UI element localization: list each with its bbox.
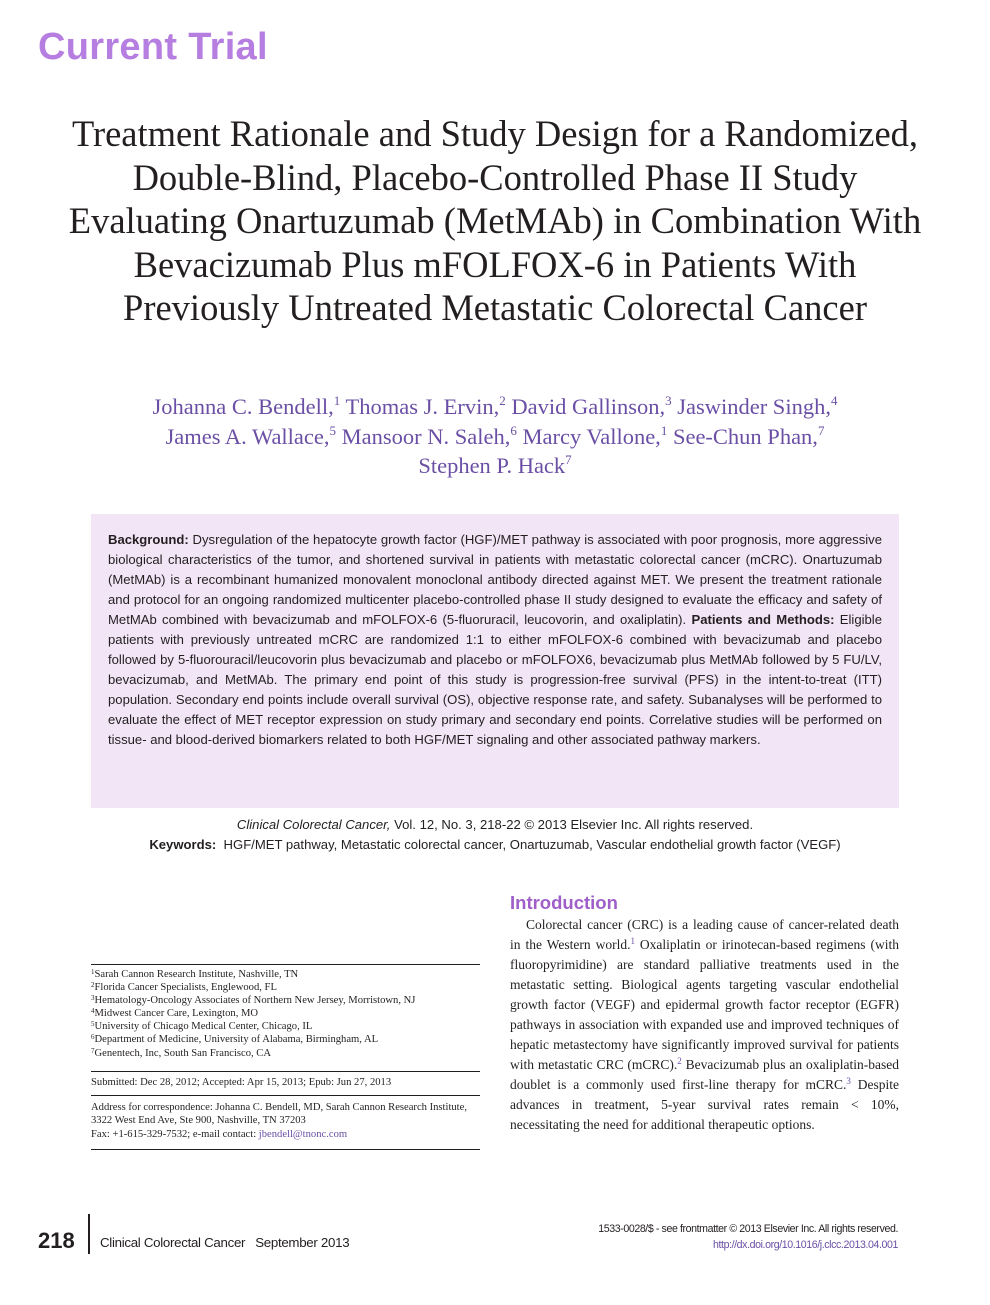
- abstract-background-text: Dysregulation of the hepatocyte growth factor (HGF)/MET pathway is associated with poor prognosis, more aggressive biological characteristics of the tumor, and shortened survival in patients with metastatic colorectal cancer (mCRC). Onartuzumab (MetMAb) is a recombinant humanized monovalent monoclonal antibody directed against MET. We present the treatment rationale and protocol for an ongoing randomized multicenter placebo-controlled phase II study designed to evaluate the efficacy and safety of MetMAb combined with bevacizumab and mFOLFOX-6 (5-fluoruracil, leucovorin, and oxaliplatin).: [108, 532, 882, 627]
- footnote-divider: [91, 1149, 480, 1150]
- reference-link[interactable]: 1: [630, 936, 635, 946]
- affiliation-item: $^2$Florida Cancer Specialists, Englewood, FL: [91, 981, 277, 994]
- doi-link[interactable]: http://dx.doi.org/10.1016/j.clcc.2013.04.001: [712, 1239, 898, 1251]
- article-title: Treatment Rationale and Study Design for a Randomized, Double-Blind, Placebo-Controlled Phase II Study Evaluating Onartuzumab (MetMAb) in Combination With Bevacizumab Plus mFOLFOX-6 in Patients With Previously Untreated Metastatic Colorectal Cancer: [68, 113, 922, 328]
- footnote-divider: [91, 964, 480, 965]
- footer-journal-name: Clinical Colorectal Cancer: [100, 1235, 246, 1250]
- affiliation-marker: 7: [817, 422, 825, 438]
- affiliation-marker: 7: [565, 452, 572, 467]
- abstract-box: [91, 514, 899, 808]
- affiliation-marker: 6: [510, 422, 517, 438]
- keywords-line: [60, 837, 930, 852]
- author[interactable]: Stephen P. Hack: [418, 453, 566, 478]
- abstract-methods-text: Eligible patients with previously untreated mCRC are randomized 1:1 to either mFOLFOX-6 combined with bevacizumab and placebo followed by 5-fluorouracil/leucovorin plus bevacizumab and placebo or mFOLFOX6, bevacizumab plus MetMAb followed by 5 FU/LV, bevacizumab, and MetMAb. The primary end point of this study is progression-free survival (PFS) in the intent-to-treat (ITT) population. Secondary end points include overall survival (OS), objective response rate, and safety. Subanalyses will be performed to evaluate the effect of MET receptor expression on study primary and secondary end points. Correlative studies will be performed on tissue- and blood-derived biomarkers related to both HGF/MET signaling and other associated pathway markers.: [108, 612, 882, 747]
- author[interactable]: Thomas J. Ervin,: [345, 394, 500, 419]
- affiliation-item: $^5$University of Chicago Medical Center, Chicago, IL: [91, 1020, 313, 1033]
- author[interactable]: James A. Wallace,: [165, 423, 330, 449]
- footer-issn: 1533-0028/$ - see frontmatter © 2013 Elsevier Inc. All rights reserved.: [598, 1223, 898, 1235]
- correspondence: [91, 1101, 480, 1141]
- email-link[interactable]: jbendell@tnonc.com: [258, 1128, 348, 1140]
- citation-line: [60, 817, 930, 832]
- intro-text: Colorectal cancer (CRC) is a leading cause of cancer-related death in the Western world.: [510, 917, 899, 952]
- keywords-text: HGF/MET pathway, Metastatic colorectal cancer, Onartuzumab, Vascular endothelial growth factor (VEGF): [223, 837, 841, 852]
- affiliation-marker: 1: [333, 393, 341, 408]
- submission-dates: Submitted: Dec 28, 2012; Accepted: Apr 15, 2013; Epub: Jun 27, 2013: [91, 1077, 392, 1088]
- author[interactable]: David Gallinson,: [511, 394, 666, 419]
- affiliation-marker: 1: [660, 422, 668, 438]
- citation-journal: Clinical Colorectal Cancer,: [236, 817, 391, 832]
- footnote-divider: [91, 1095, 480, 1096]
- introduction-paragraph: [510, 915, 899, 1135]
- reference-link[interactable]: 2: [677, 1056, 682, 1066]
- intro-text: Bevacizumab plus an oxaliplatin-based doublet is a commonly used first-line therapy for mCRC.: [510, 1057, 899, 1092]
- introduction-body: [510, 915, 899, 1135]
- correspondence-address: Address for correspondence: Johanna C. Bendell, MD, Sarah Cannon Research Institute, 3322 West End Ave, Ste 900, Nashville, TN 37203: [91, 1102, 467, 1127]
- affiliation-item: $^4$Midwest Cancer Care, Lexington, MO: [91, 1007, 259, 1020]
- footnote-divider: [91, 1071, 480, 1072]
- affiliation-item: $^3$Hematology-Oncology Associates of Northern New Jersey, Morristown, NJ: [91, 994, 416, 1007]
- footer-divider: [88, 1214, 90, 1254]
- affiliation-marker: 3: [665, 393, 672, 408]
- author[interactable]: See-Chun Phan,: [672, 423, 818, 449]
- footer-date: September 2013: [255, 1235, 350, 1250]
- abstract-methods-label: Patients and Methods:: [691, 612, 835, 627]
- author[interactable]: Marcy Vallone,: [522, 423, 661, 449]
- correspondence-contact: Fax: +1-615-329-7532; e-mail contact:: [91, 1128, 257, 1140]
- affiliation-item: $^7$Genentech, Inc, South San Francisco, CA: [91, 1046, 272, 1059]
- affiliation-marker: 2: [499, 393, 506, 408]
- reference-link[interactable]: 3: [846, 1076, 851, 1086]
- affiliation-item: $^1$Sarah Cannon Research Institute, Nashville, TN: [91, 968, 299, 980]
- affiliation-marker: 5: [329, 422, 337, 438]
- author[interactable]: Jaswinder Singh,: [677, 394, 831, 419]
- author[interactable]: Mansoor N. Saleh,: [341, 423, 511, 449]
- footer-copyright: [478, 1221, 898, 1253]
- introduction-heading: Introduction: [510, 892, 618, 913]
- author-list: [80, 392, 910, 481]
- intro-text: Despite advances in treatment, 5-year survival rates remain < 10%, necessitating the need for additional therapeutic options.: [510, 1077, 899, 1132]
- page-number: 218: [38, 1228, 75, 1253]
- keywords-label: Keywords:: [149, 837, 217, 852]
- affiliation-marker: 4: [830, 393, 838, 408]
- abstract-background-label: Background:: [108, 532, 189, 547]
- intro-text: Oxaliplatin or irinotecan-based regimens (with fluoropyrimidine) are standard palliative treatments used in the metastatic setting. Biological agents targeting vascular endothelial growth factor (VEGF) and epidermal growth factor receptor (EGFR) pathways in association with expanded use and improved techniques of hepatic metastectomy have significantly improved survival for patients with metastatic CRC (mCRC).: [510, 937, 900, 1072]
- section-label: Current Trial: [38, 26, 268, 68]
- affiliations-list: [91, 968, 491, 1060]
- footer-journal: [100, 1235, 349, 1250]
- affiliation-item: $^6$Department of Medicine, University of Alabama, Birmingham, AL: [91, 1033, 379, 1046]
- author[interactable]: Johanna C. Bendell,: [152, 394, 334, 419]
- citation-details: Vol. 12, No. 3, 218-22 © 2013 Elsevier Inc. All rights reserved.: [394, 817, 754, 832]
